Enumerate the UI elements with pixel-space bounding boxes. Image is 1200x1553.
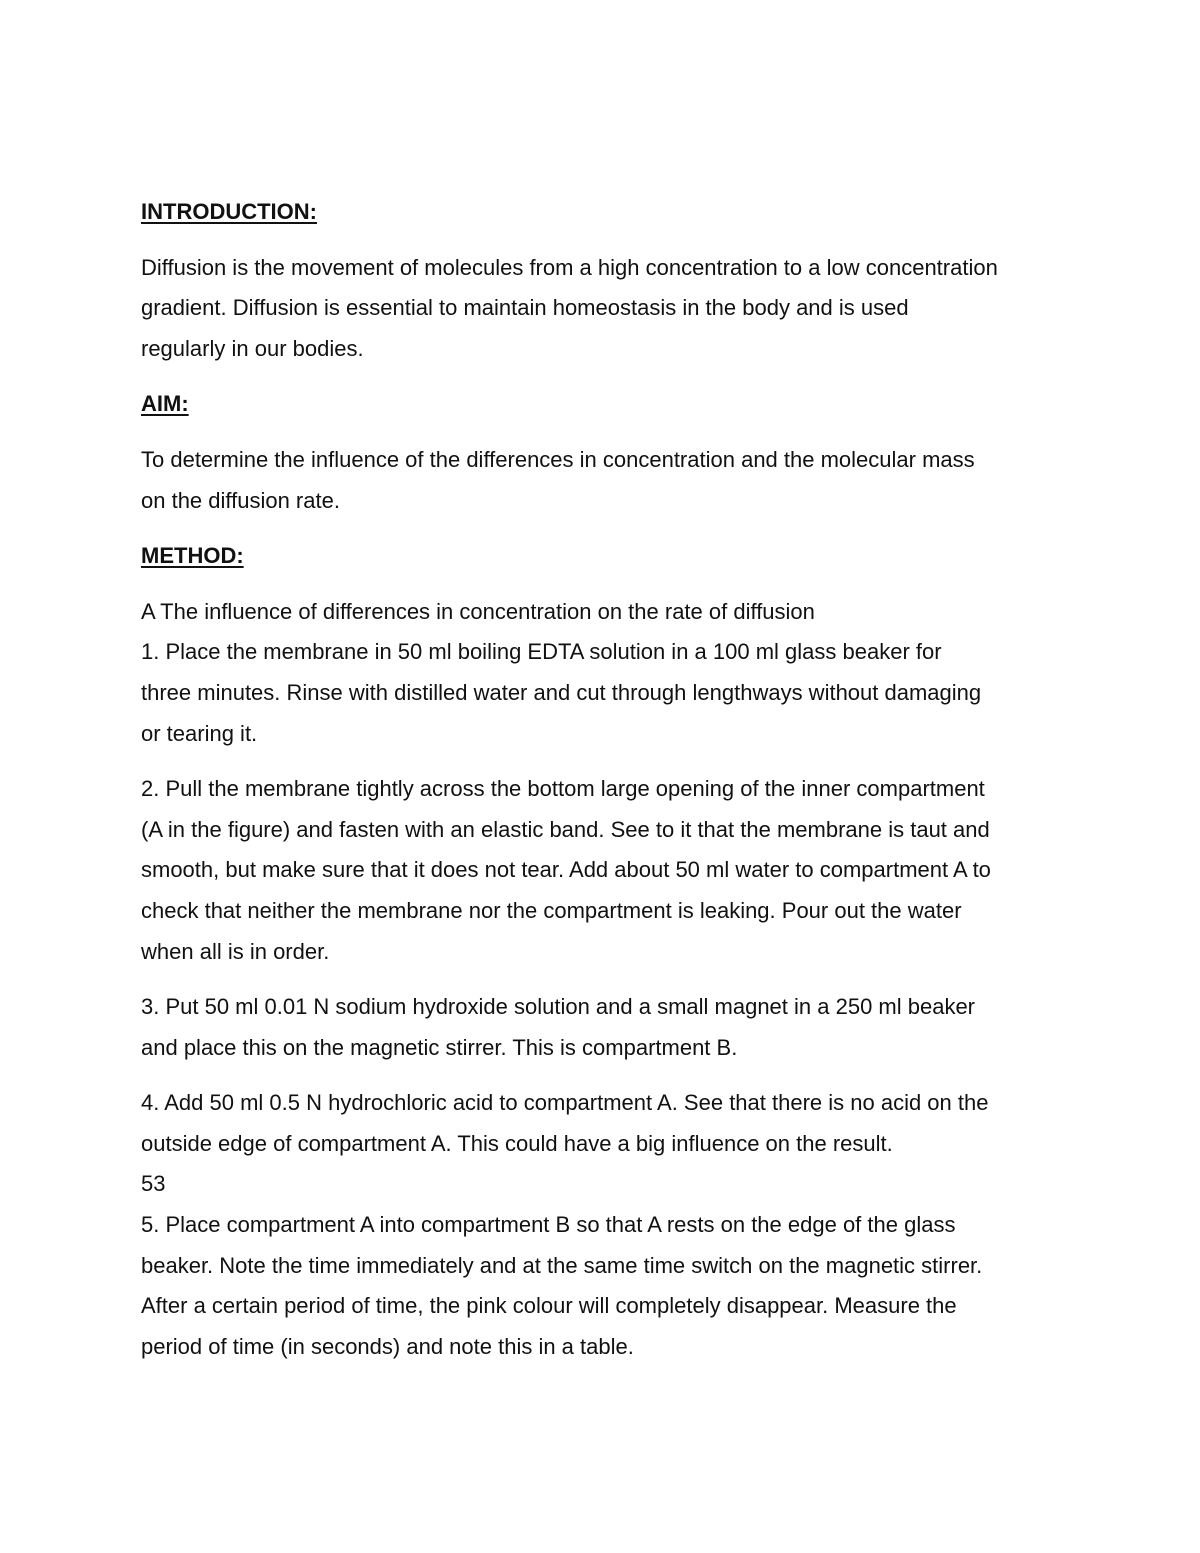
text-line: Diffusion is the movement of molecules from a high concentration to a low concentration: [141, 254, 998, 280]
text-line: period of time (in seconds) and note this in a table.: [141, 1333, 634, 1359]
text-line: or tearing it.: [141, 720, 258, 746]
text-line: 4. Add 50 ml 0.5 N hydrochloric acid to compartment A. See that there is no acid on the: [141, 1090, 989, 1116]
text-line: regularly in our bodies.: [141, 335, 364, 361]
text-line: smooth, but make sure that it does not tear. Add about 50 ml water to compartment A to: [141, 857, 991, 883]
introduction-paragraph: [141, 248, 1071, 370]
text-line: check that neither the membrane nor the compartment is leaking. Pour out the water: [141, 897, 962, 923]
text-line: three minutes. Rinse with distilled water and cut through lengthways without damaging: [141, 679, 982, 705]
text-line: 5. Place compartment A into compartment B so that A rests on the edge of the glass: [141, 1212, 956, 1238]
text-line: A The influence of differences in concentration on the rate of diffusion: [141, 598, 815, 624]
aim-paragraph: [141, 440, 1071, 521]
text-line: (A in the figure) and fasten with an elastic band. See to it that the membrane is taut and: [141, 816, 990, 842]
text-line: 3. Put 50 ml 0.01 N sodium hydroxide solution and a small magnet in a 250 ml beaker: [141, 994, 976, 1020]
method-step-4: [141, 1083, 1071, 1205]
text-line: 2. Pull the membrane tightly across the bottom large opening of the inner compartment: [141, 776, 985, 802]
text-line: 1. Place the membrane in 50 ml boiling EDTA solution in a 100 ml glass beaker for: [141, 639, 942, 665]
text-line: when all is in order.: [141, 938, 330, 964]
introduction-heading: INTRODUCTION:: [141, 199, 317, 224]
text-line: on the diffusion rate.: [141, 487, 340, 513]
document-body: [141, 192, 1071, 1382]
method-heading: METHOD:: [141, 543, 244, 569]
method-step-1: [141, 632, 1071, 754]
method-step-3: [141, 987, 1071, 1068]
text-line: To determine the influence of the differences in concentration and the molecular mass: [141, 446, 975, 472]
method-subtitle: [141, 592, 1071, 633]
text-line: beaker. Note the time immediately and at the same time switch on the magnetic stirrer.: [141, 1252, 983, 1278]
text-line: gradient. Diffusion is essential to maintain homeostasis in the body and is used: [141, 295, 909, 321]
text-line: and place this on the magnetic stirrer. This is compartment B.: [141, 1034, 738, 1060]
aim-heading: AIM:: [141, 391, 189, 417]
page-number: 53: [141, 1171, 166, 1197]
text-line: outside edge of compartment A. This could have a big influence on the result.: [141, 1130, 893, 1156]
text-line: After a certain period of time, the pink colour will completely disappear. Measure the: [141, 1293, 957, 1319]
method-step-2: [141, 769, 1071, 972]
method-step-5: [141, 1205, 1071, 1367]
